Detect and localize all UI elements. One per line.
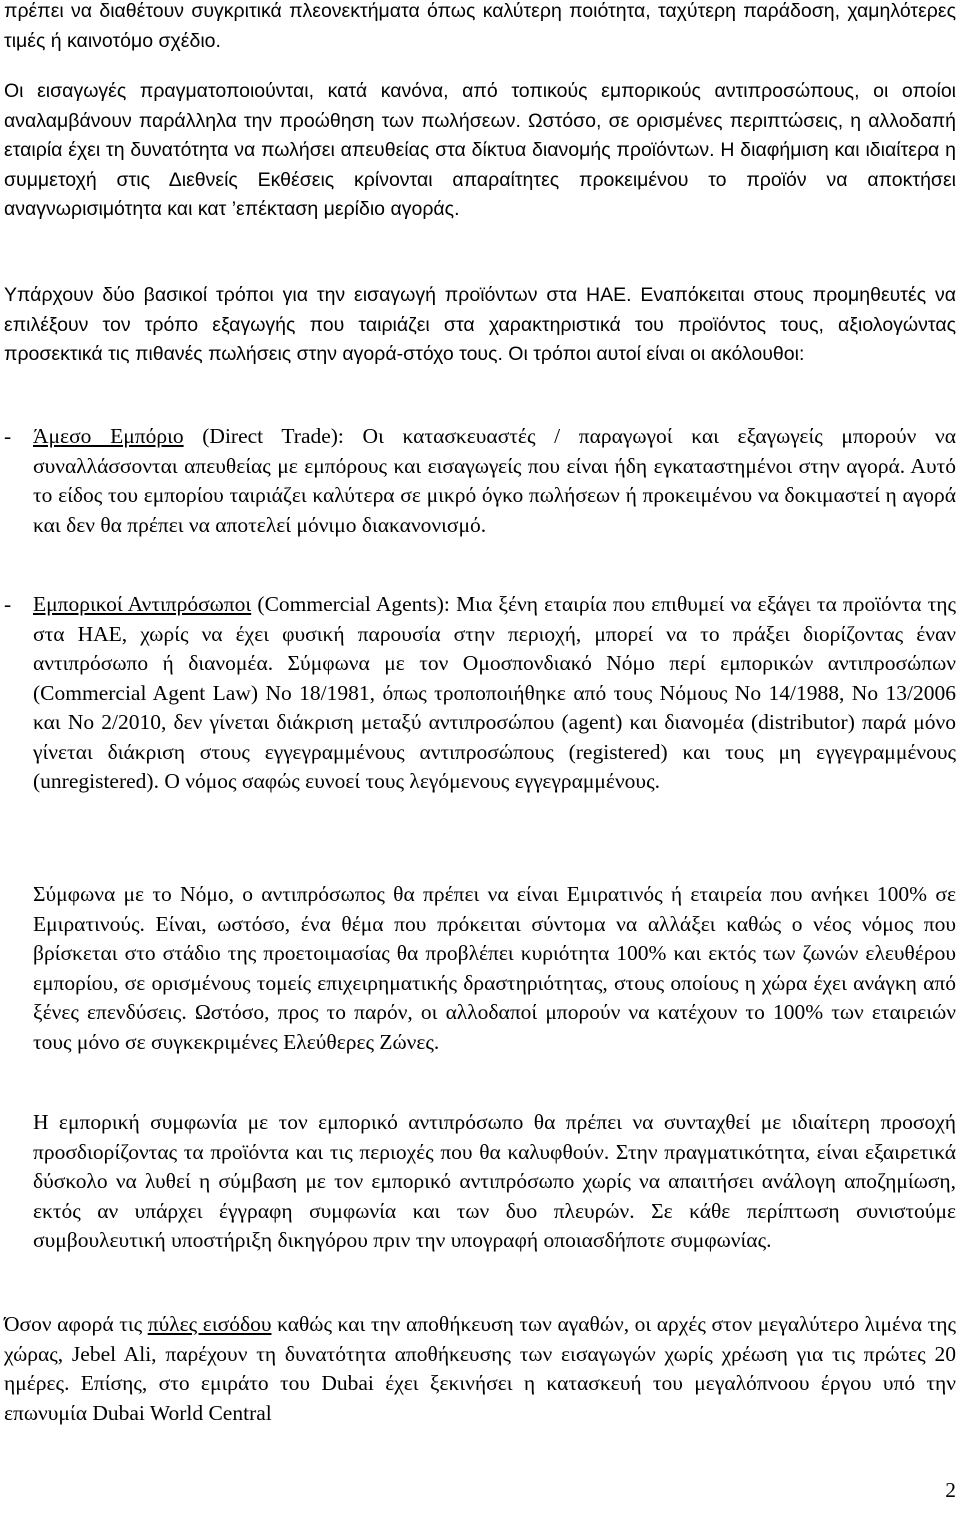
paragraph-text: Η εμπορική συμφωνία με τον εμπορικό αντιπρόσωπο θα πρέπει να συνταχθεί με ιδιαίτερη προσοχή προσδιορίζοντας τα προϊόντα και τις περιοχές που θα καλυφθούν. Στην πραγματικότητα, είναι εξαιρετικά δύσκολο να λυθεί η σύμβαση με τον εμπορικό αντιπρόσωπο χωρίς να απαιτήσει ανάλογη αποζημίωση, εκτός αν υπάρχει έγγραφη συμφωνία και των δυο πλευρών. Σε κάθε περίπτωση συνιστούμε συμβουλευτική υποστήριξη δικηγόρου πριν την υπογραφή οποιασδήποτε συμφωνίας. (33, 1110, 956, 1252)
gateway-term: πύλες εισόδου (147, 1312, 272, 1336)
list-item-text (4, 422, 956, 540)
list-item-body: (Commercial Agents): Μια ξένη εταιρία που επιθυμεί να εξάγει τα προϊόντα της στα ΗΑΕ, χωρίς να έχει φυσική παρουσία στην περιοχή, μπορεί να το πράξει διορίζοντας έναν αντιπρόσωπο ή διανομέα. Σύμφωνα με τον Ομοσπονδιακό Νόμο περί εμπορικών αντιπροσώπων (Commercial Agent Law) No 18/1981, όπως τροποποιήθηκε από τους Νόμους No 14/1988, No 13/2006 και No 2/2010, δεν γίνεται διάκριση μεταξύ αντιπροσώπου (agent) και διανομέα (distributor) παρά μόνο γίνεται διάκριση στους εγγεγραμμένους αντιπροσώπους (registered) και τους μη εγγεγραμμένους (unregistered). Ο νόμος σαφώς ευνοεί τους λεγόμενους εγγεγραμμένους. (33, 592, 956, 793)
paragraph-text: Όσον αφορά τις (4, 1312, 148, 1336)
list-item-body: (Direct Trade): Οι κατασκευαστές / παραγωγοί και εξαγωγείς μπορούν να συναλλάσσονται απευθείας με εμπόρους και εισαγωγείς που είναι ήδη εγκαταστημένοι στην αγορά. Αυτό το είδος του εμπορίου ταιριάζει καλύτερα σε μικρό όγκο πωλήσεων ή προκειμένου να δοκιμαστεί η αγορά και δεν θα πρέπει να αποτελεί μόνιμο διακανονισμό. (33, 424, 957, 537)
list-dash: - (4, 424, 12, 448)
list-item (4, 590, 956, 797)
paragraph: Οι εισαγωγές πραγματοποιούνται, κατά κανόνα, από τοπικούς εμπορικούς αντιπροσώπους, οι οποίοι αναλαμβάνουν παράλληλα την προώθηση των πωλήσεων. Ωστόσο, σε ορισμένες περιπτώσεις, η αλλοδαπή εταιρία έχει τη δυνατότητα να πωλήσει απευθείας στα δίκτυα διανομής προϊόντων. Η διαφήμιση και ιδιαίτερα η συμμετοχή στις Διεθνείς Εκθέσεις κρίνονται απαραίτητες προκειμένου το προϊόν να αποκτήσει αναγνωρισιμότητα και κατ ’επέκταση μερίδιο αγοράς. (4, 80, 956, 220)
paragraph (33, 1108, 956, 1256)
list-item-term: Άμεσο Εμπόριο (33, 424, 184, 448)
paragraph: Υπάρχουν δύο βασικοί τρόποι για την εισαγωγή προϊόντων στα ΗΑΕ. Εναπόκειται στους προμηθευτές να επιλέξουν τον τρόπο εξαγωγής που ταιριάζει στα χαρακτηριστικά του προϊόντος τους, αξιολογώντας προσεκτικά τις πιθανές πωλήσεις στην αγορά-στόχο τους. Οι τρόποι αυτοί είναι οι ακόλουθοι: (4, 284, 956, 365)
paragraph (4, 1310, 956, 1428)
paragraph-text: Σύμφωνα με το Νόμο, ο αντιπρόσωπος θα πρέπει να είναι Εμιρατινός ή εταιρεία που ανήκει 100% σε Εμιρατινούς. Είναι, ωστόσο, ένα θέμα που πρόκειται σύντομα να αλλάξει καθώς ο νέος νόμος που βρίσκεται στο στάδιο της προετοιμασίας θα προβλέπει κυριότητα 100% και εκτός των ζωνών ελευθέρου εμπορίου, σε ορισμένους τομείς επιχειρηματικής δραστηριότητας, στους οποίους η χώρα έχει ανάγκη από ξένες επενδύσεις. Ωστόσο, προς το παρόν, οι αλλοδαποί μπορούν να κατέχουν το 100% των εταιρειών τους μόνο σε συγκεκριμένες Ελεύθερες Ζώνες. (33, 882, 956, 1054)
list-item (4, 422, 956, 540)
paragraph-text: καθώς και την αποθήκευση των αγαθών, οι αρχές στον μεγαλύτερο λιμένα της χώρας, Jebel Ali, παρέχουν τη δυνατότητα αποθήκευσης των εισαγωγών χωρίς χρέωση για τις πρώτες 20 ημέρες. Επίσης, στο εμιράτο του Dubai έχει ξεκινήσει η κατασκευή του μεγαλόπνοου έργου υπό την επωνυμία Dubai World Central (4, 1312, 956, 1425)
list-item-text (4, 590, 956, 797)
paragraph (33, 880, 956, 1057)
paragraph: πρέπει να διαθέτουν συγκριτικά πλεονεκτήματα όπως καλύτερη ποιότητα, ταχύτερη παράδοση, χαμηλότερες τιμές ή καινοτόμο σχέδιο. (4, 0, 956, 52)
page-number: 2 (945, 1478, 956, 1502)
list-item-term: Εμπορικοί Αντιπρόσωποι (33, 592, 252, 616)
list-dash: - (4, 592, 12, 616)
